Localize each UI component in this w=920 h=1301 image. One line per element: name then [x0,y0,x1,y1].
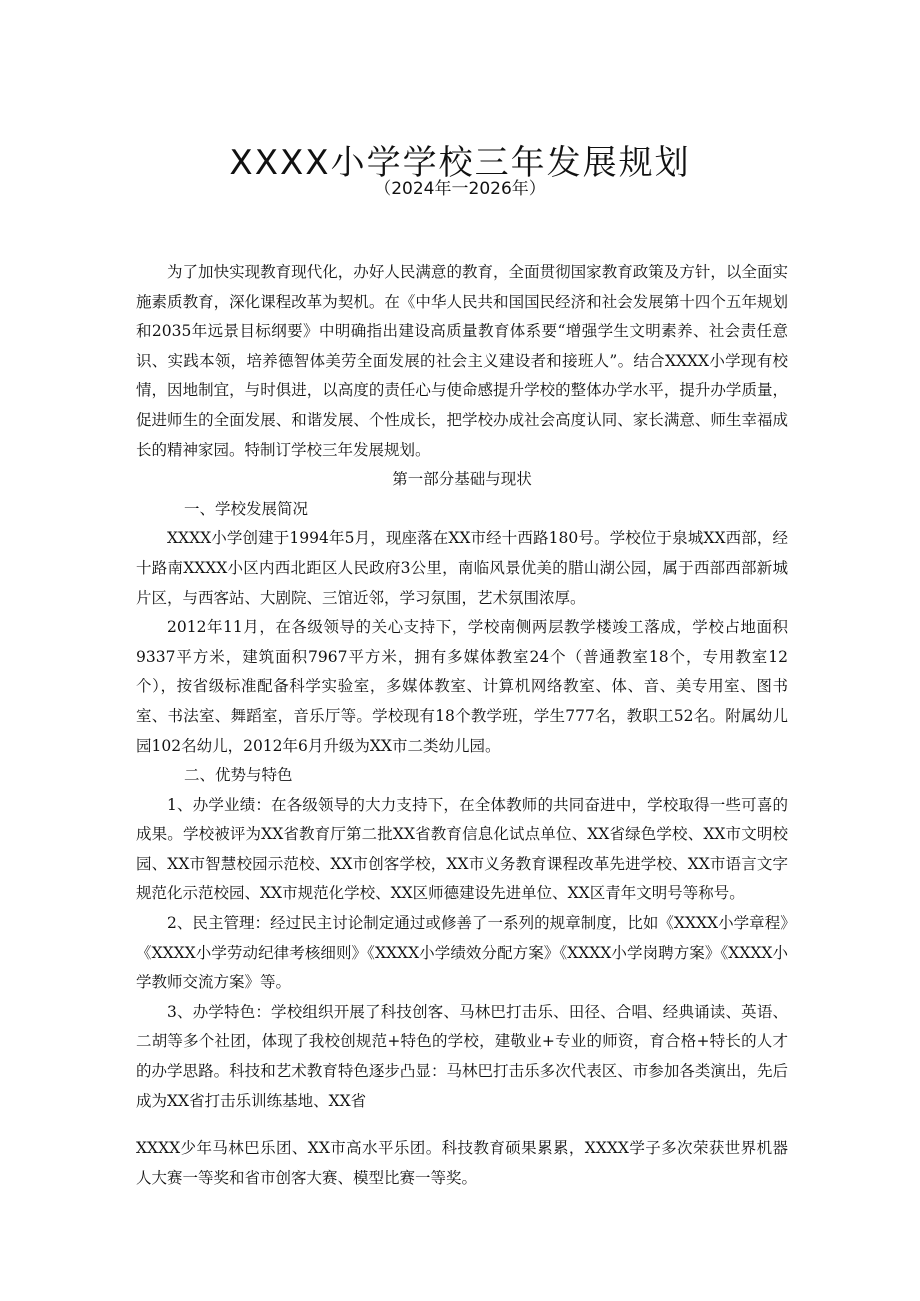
section1-paragraph-2: 2012年11月，在各级领导的关心支持下，学校南侧两层教学楼竣工落成，学校占地面积9337平方米，建筑面积7967平方米，拥有多媒体教室24个（普通教室18个，专用教室12个），按省级标准配备科学实验室，多媒体教室、计算机网络教室、体、音、美专用室、图书室、书法室、舞蹈室，音乐厅等。学校现有18个教学班，学生777名，教职工52名。附属幼儿园102名幼儿，2012年6月升级为XX市二类幼儿园。 [136,618,788,755]
document-body [136,258,788,1193]
section1-paragraph-1: XXXX小学创建于1994年5月，现座落在XX市经十西路180号。学校位于泉城XX西部，经十路南XXXX小区内西北距区人民政府3公里，南临风景优美的腊山湖公园，属于西部西部新城片区，与西客站、大剧院、三馆近邻，学习氛围，艺术氛围浓厚。 [136,529,788,607]
section2-heading: 二、优势与特色 [184,766,293,785]
section2-item-3: 3、办学特色：学校组织开展了科技创客、马林巴打击乐、田径、合唱、经典诵读、英语、二胡等多个社团，体现了我校创规范+特色的学校，建敬业+专业的师资，育合格+特长的人才的办学思路。科技和艺术教育特色逐步凸显：马林巴打击乐多次代表区、市参加各类演出，先后成为XX省打击乐训练基地、XX省 [136,1002,788,1110]
document-subtitle: （2024年一2026年） [374,179,546,199]
intro-paragraph: 为了加快实现教育现代化，办好人民满意的教育，全面贯彻国家教育政策及方针，以全面实施素质教育，深化课程改革为契机。在《中华人民共和国国民经济和社会发展第十四个五年规划和2035年远景目标纲要》中明确指出建设高质量教育体系要“增强学生文明素养、社会责任意识、实践本领，培养德智体美劳全面发展的社会主义建设者和接班人”。结合XXXX小学现有校情，因地制宜，与时俱进，以高度的责任心与使命感提升学校的整体办学水平，提升办学质量，促进师生的全面发展、和谐发展、个性成长，把学校办成社会高度认同、家长满意、师生幸福成长的精神家园。特制订学校三年发展规划。 [136,263,788,459]
section2-item-2: 2、民主管理：经过民主讨论制定通过或修善了一系列的规章制度，比如《XXXX小学章程》《XXXX小学劳动纪律考核细则》《XXXX小学绩效分配方案》《XXXX小学岗聘方案》《XXXX小学教师交流方案》等。 [136,914,788,992]
section1-heading: 一、学校发展简况 [184,499,309,518]
document-title: XXXX小学学校三年发展规划 [229,142,691,183]
section2-item-1: 1、办学业绩：在各级领导的大力支持下，在全体教师的共同奋进中，学校取得一些可喜的成果。学校被评为XX省教育厅第二批XX省教育信息化试点单位、XX省绿色学校、XX市文明校园、XX市智慧校园示范校、XX市创客学校，XX市义务教育课程改革先进学校、XX市语言文字规范化示范校园、XX市规范化学校、XX区师德建设先进单位、XX区青年文明号等称号。 [136,795,788,903]
part1-heading: 第一部分基础与现状 [392,470,532,489]
paragraph-gap [136,1116,788,1134]
section2-item-3-continued: XXXX少年马林巴乐团、XX市高水平乐团。科技教育硕果累累，XXXX学子多次荣获世界机器人大赛一等奖和省市创客大赛、模型比赛一等奖。 [136,1139,788,1187]
